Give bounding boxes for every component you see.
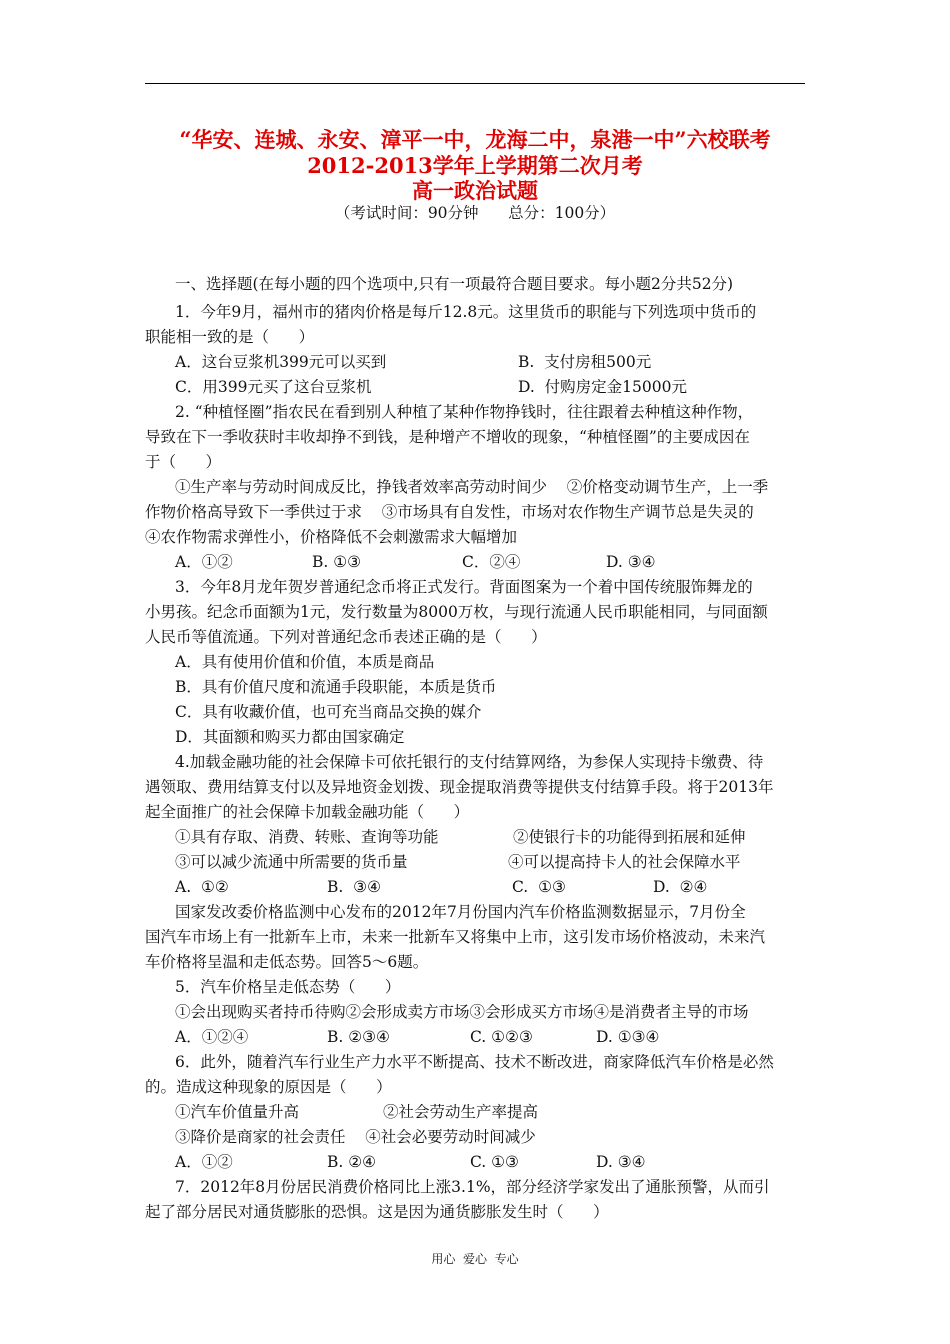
q6-statement-2: ②社会劳动生产率提高 (383, 1103, 539, 1121)
q4-stem-line: 4.加载金融功能的社会保障卡可依托银行的支付结算网络，为参保人实现持卡缴费、待 (175, 753, 764, 771)
q2-stem-line: 导致在下一季收获时丰收却挣不到钱，是种增产不增收的现象，“种植怪圈”的主要成因在 (145, 428, 750, 446)
q1-stem-line: 1．今年9月，福州市的猪肉价格是每斤12.8元。这里货币的职能与下列选项中货币的 (175, 303, 757, 321)
q1-option-c: C．用399元买了这台豆浆机 (175, 378, 372, 396)
q1-option-a: A．这台豆浆机399元可以买到 (175, 353, 387, 371)
q5-option-a: A．①②④ (175, 1028, 249, 1046)
q2-option-d: D. ③④ (606, 553, 656, 571)
q2-statement-line: ①生产率与劳动时间成反比，挣钱者效率高劳动时间少 ②价格变动调节生产，上一季 (175, 478, 769, 496)
q5-option-b: B. ②③④ (327, 1028, 390, 1046)
q5-option-c: C. ①②③ (470, 1028, 533, 1046)
page-footer: 用心 爱心 专心 (431, 1252, 519, 1266)
q5-statements: ①会出现购买者持币待购②会形成卖方市场③会形成买方市场④是消费者主导的市场 (175, 1003, 749, 1021)
q4-stem-line: 起全面推广的社会保障卡加载金融功能（ ） (145, 803, 470, 821)
q7-stem-line: 7．2012年8月份居民消费价格同比上涨3.1%，部分经济学家发出了通胀预警，从而引 (175, 1178, 770, 1196)
q3-option-d: D．其面额和购买力都由国家确定 (175, 728, 405, 746)
section-heading: 一、选择题(在每小题的四个选项中,只有一项最符合题目要求。每小题2分共52分) (175, 275, 734, 293)
q2-statement-line: ④农作物需求弹性小，价格降低不会刺激需求大幅增加 (145, 528, 518, 546)
q3-stem-line: 小男孩。纪念币面额为1元，发行数量为8000万枚，与现行流通人民币职能相同，与同面额 (145, 603, 768, 621)
q6-option-b: B. ②④ (327, 1153, 377, 1171)
exam-info: （考试时间：90分钟 总分：100分） (334, 204, 616, 222)
q4-statement-2: ②使银行卡的功能得到拓展和延伸 (513, 828, 746, 846)
q2-statement-line: 作物价格高导致下一季供过于求 ③市场具有自发性，市场对农作物生产调节总是失灵的 (145, 503, 754, 521)
q3-option-a: A．具有使用价值和价值，本质是商品 (175, 653, 435, 671)
q5-option-d: D. ①③④ (596, 1028, 660, 1046)
exam-title-schools: “华安、连城、永安、漳平一中，龙海二中，泉港一中”六校联考 (179, 127, 771, 152)
material-line: 国家发改委价格监测中心发布的2012年7月份国内汽车价格监测数据显示，7月份全 (175, 903, 746, 921)
q4-stem-line: 遇领取、费用结算支付以及异地资金划拨、现金提取消费等提供支付结算手段。将于2013年 (145, 778, 774, 796)
q4-statement-4: ④可以提高持卡人的社会保障水平 (508, 853, 741, 871)
q3-stem-line: 人民币等值流通。下列对普通纪念币表述正确的是（ ） (145, 628, 547, 646)
q1-option-d: D. 付购房定金15000元 (518, 378, 687, 396)
q6-statement-1: ①汽车价值量升高 (175, 1103, 300, 1121)
q1-stem-line: 职能相一致的是（ ） (145, 328, 315, 346)
q4-option-a: A. ①② (175, 878, 229, 896)
q6-option-a: A．①② (175, 1153, 233, 1171)
q1-option-b: B. 支付房租500元 (518, 353, 652, 371)
q7-stem-line: 起了部分居民对通货膨胀的恐惧。这是因为通货膨胀发生时（ ） (145, 1203, 609, 1221)
q2-option-c: C．②④ (462, 553, 521, 571)
q6-option-c: C. ①③ (470, 1153, 519, 1171)
q6-stem-line: 6．此外，随着汽车行业生产力水平不断提高、技术不断改进，商家降低汽车价格是必然 (175, 1053, 774, 1071)
q2-option-b: B. ①③ (312, 553, 362, 571)
q6-stem-line: 的。造成这种现象的原因是（ ） (145, 1078, 392, 1096)
q6-option-d: D. ③④ (596, 1153, 646, 1171)
q5-stem: 5．汽车价格呈走低态势（ ） (175, 978, 401, 996)
material-line: 车价格将呈温和走低态势。回答5～6题。 (145, 953, 429, 971)
exam-title-term: 2012-2013学年上学期第二次月考 (307, 153, 643, 178)
q4-option-d: D. ②④ (653, 878, 708, 896)
q2-stem-line: 2. “种植怪圈”指农民在看到别人种植了某种作物挣钱时，往往跟着去种植这种作物， (175, 403, 754, 421)
q4-option-b: B. ③④ (327, 878, 381, 896)
material-line: 国汽车市场上有一批新车上市，未来一批新车又将集中上市，这引发市场价格波动，未来汽 (145, 928, 766, 946)
q4-statement-3: ③可以减少流通中所需要的货币量 (175, 853, 408, 871)
q4-option-c: C. ①③ (512, 878, 566, 896)
q3-option-b: B．具有价值尺度和流通手段职能，本质是货币 (175, 678, 497, 696)
q6-statement-3-4: ③降价是商家的社会责任 ④社会必要劳动时间减少 (175, 1128, 536, 1146)
exam-title-subject: 高一政治试题 (412, 178, 538, 203)
q3-stem-line: 3．今年8月龙年贺岁普通纪念币将正式发行。背面图案为一个着中国传统服饰舞龙的 (175, 578, 753, 596)
q2-option-a: A．①② (175, 553, 233, 571)
q4-statement-1: ①具有存取、消费、转账、查询等功能 (175, 828, 439, 846)
q2-stem-line: 于（ ） (145, 453, 222, 471)
q3-option-c: C．具有收藏价值，也可充当商品交换的媒介 (175, 703, 482, 721)
header-rule (145, 83, 805, 84)
